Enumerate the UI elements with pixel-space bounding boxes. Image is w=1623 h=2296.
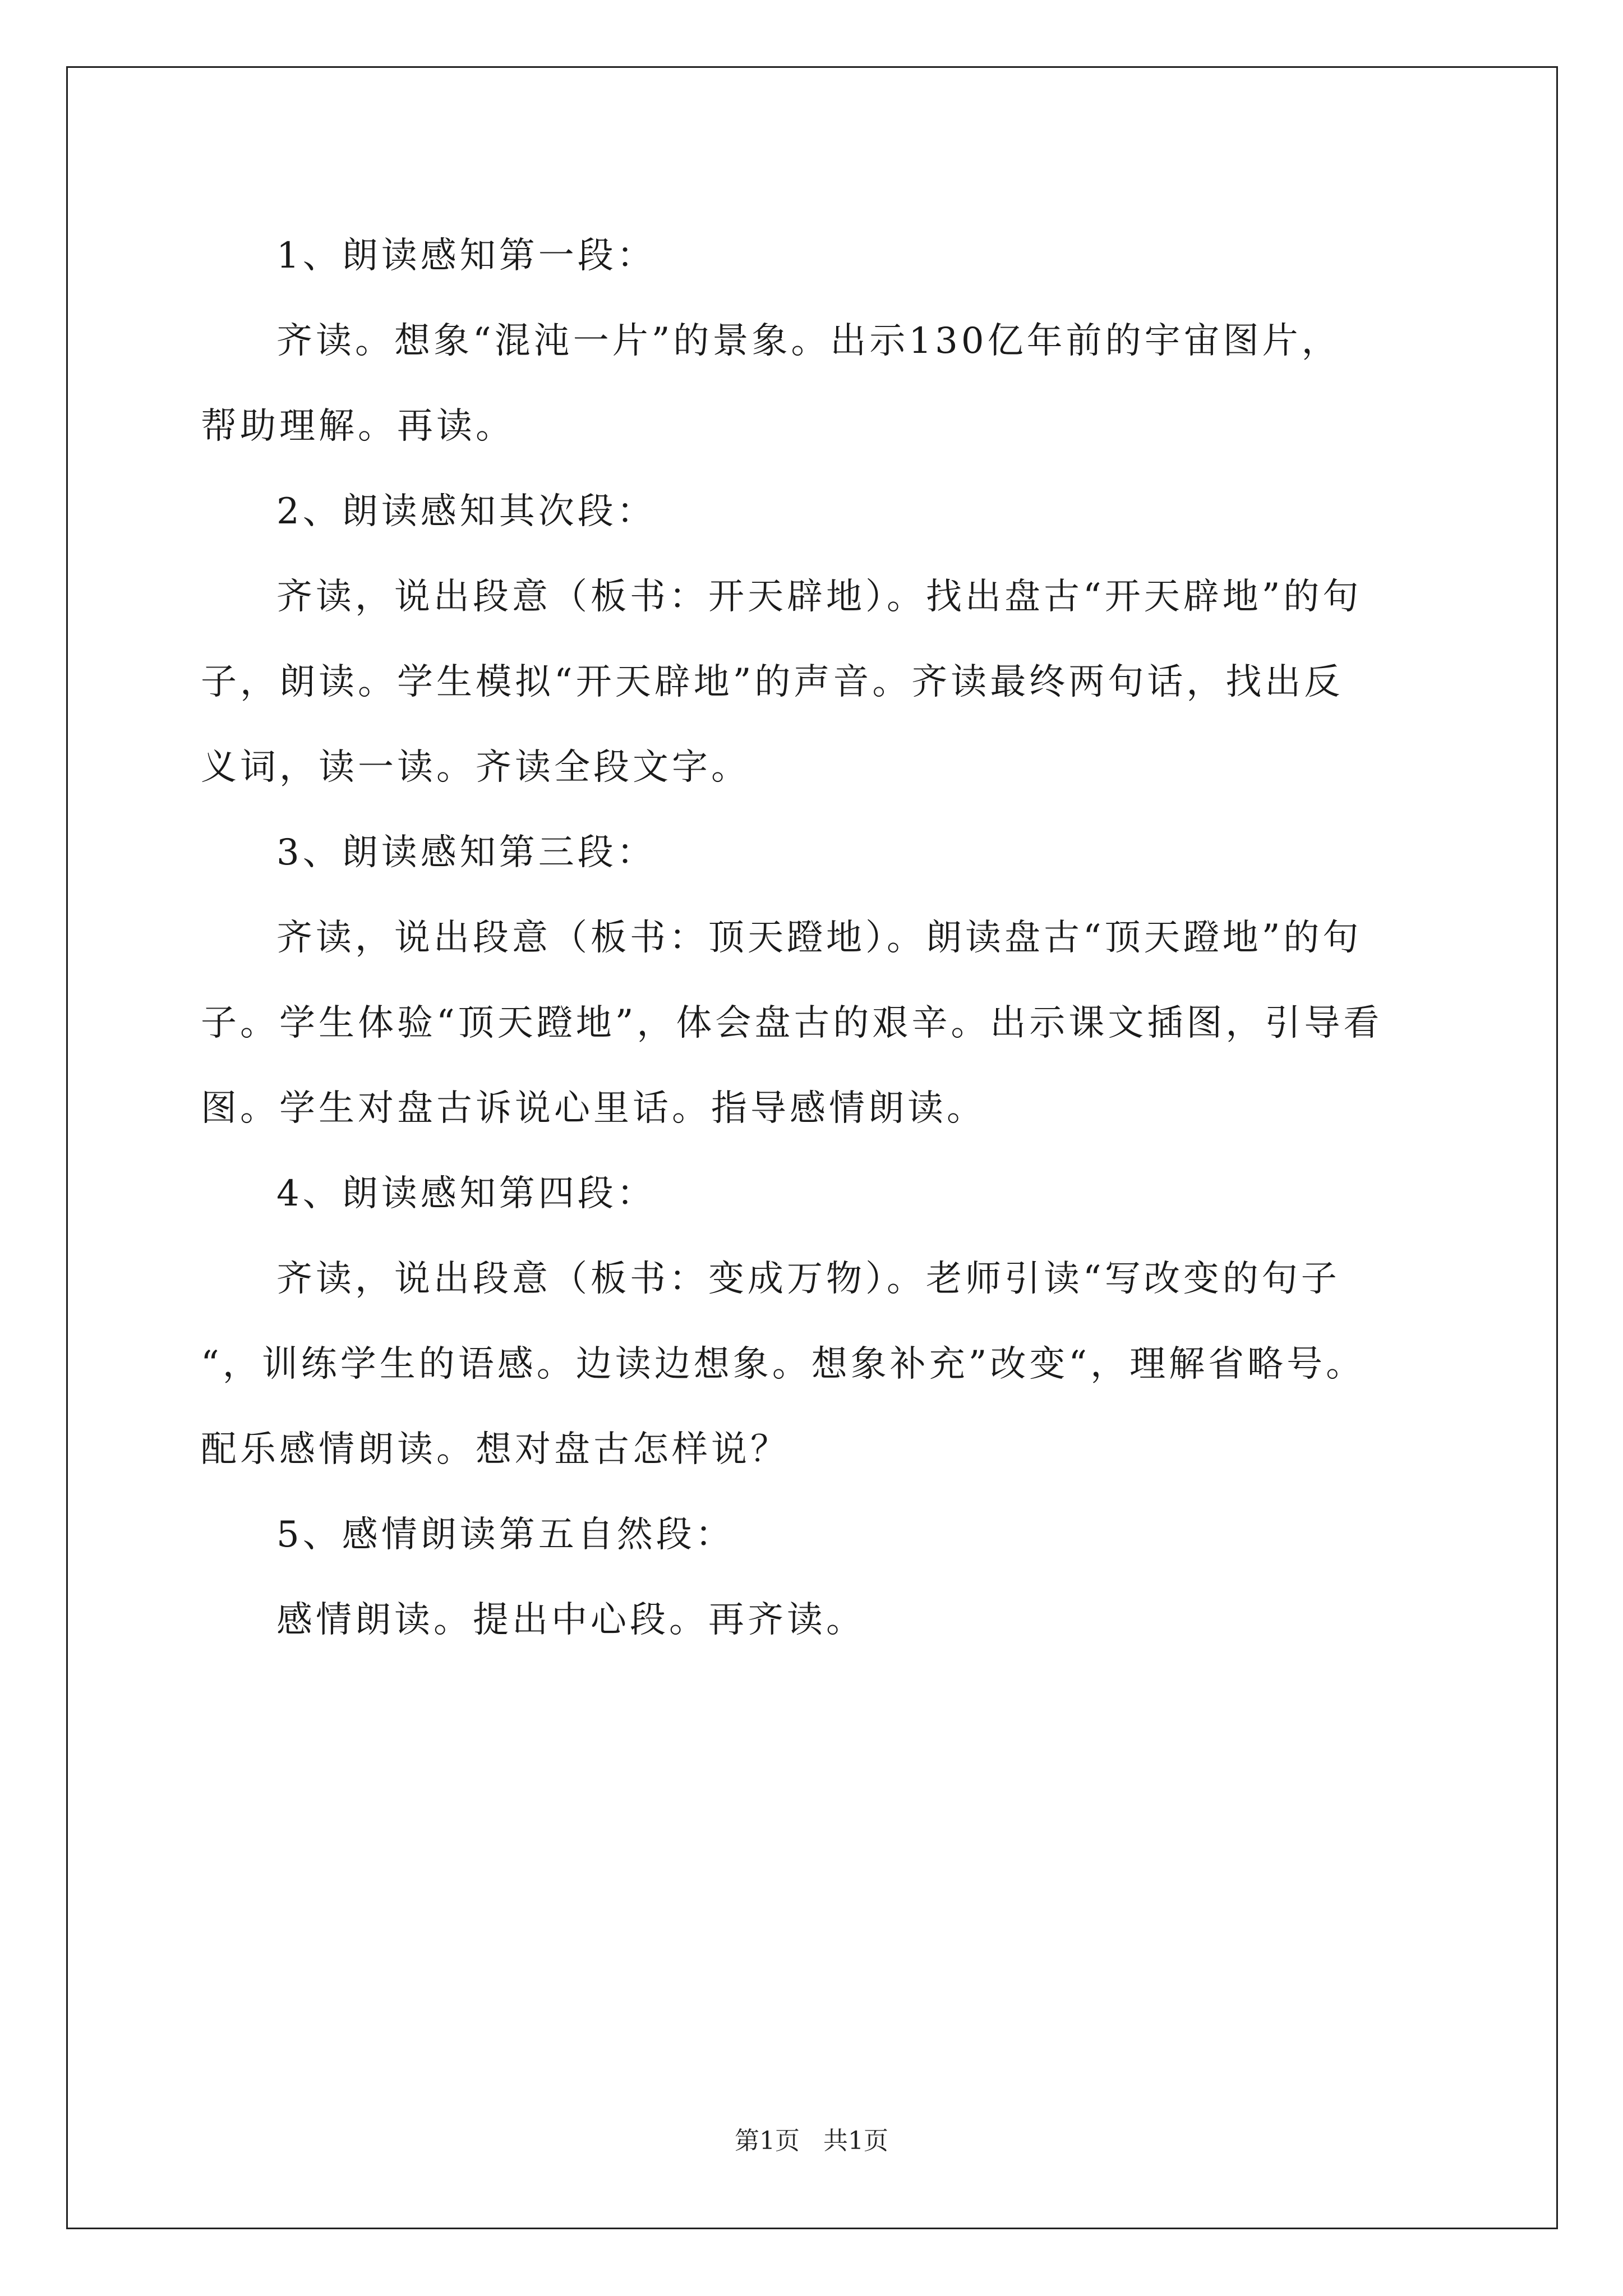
paragraph-line: 子。学生体验“顶天蹬地”，体会盘古的艰辛。出示课文插图，引导看 xyxy=(201,1002,1383,1044)
heading-section-5: 5、感情朗读第五自然段： xyxy=(276,1514,735,1556)
paragraph-line: 齐读，说出段意（板书：开天辟地）。找出盘古“开天辟地”的句 xyxy=(276,576,1362,618)
paragraph-line: 感情朗读。提出中心段。再齐读。 xyxy=(276,1599,865,1641)
paragraph-line: 齐读，说出段意（板书：变成万物）。老师引读“写改变的句子 xyxy=(276,1258,1340,1300)
heading-section-3: 3、朗读感知第三段： xyxy=(276,832,656,873)
page-footer: 第1页 共1页 xyxy=(735,2127,888,2155)
paragraph-line: 图。学生对盘古诉说心里话。指导感情朗读。 xyxy=(201,1088,986,1129)
paragraph-line: 配乐感情朗读。想对盘古怎样说？ xyxy=(201,1429,790,1470)
paragraph-line: 齐读，说出段意（板书：顶天蹬地）。朗读盘古“顶天蹬地”的句 xyxy=(276,917,1362,959)
paragraph-line: 帮助理解。再读。 xyxy=(201,406,515,447)
heading-section-2: 2、朗读感知其次段： xyxy=(276,491,656,532)
paragraph-line: “，训练学生的语感。边读边想象。想象补充”改变“，理解省略号。 xyxy=(201,1343,1366,1385)
paragraph-line: 齐读。想象“混沌一片”的景象。出示130亿年前的宇宙图片， xyxy=(276,320,1341,362)
document-body xyxy=(201,213,1451,1663)
paragraph-line: 义词，读一读。齐读全段文字。 xyxy=(201,747,750,788)
paragraph-line: 子，朗读。学生模拟“开天辟地”的声音。齐读最终两句话，找出反 xyxy=(201,661,1344,703)
heading-section-1: 1、朗读感知第一段： xyxy=(276,235,656,277)
heading-section-4: 4、朗读感知第四段： xyxy=(276,1173,656,1214)
